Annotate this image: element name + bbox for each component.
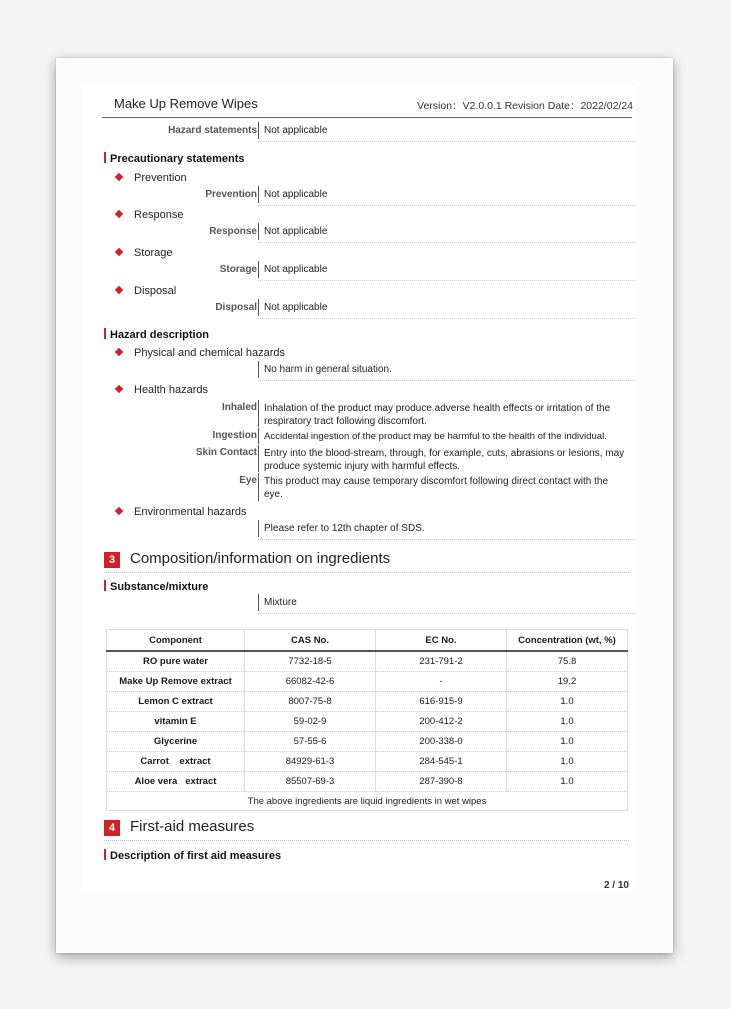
chapter-3-heading [104, 550, 629, 573]
field-label: Hazard statements [168, 125, 257, 136]
field-value: Inhalation of the product may produce adverse health effects or irritation of the respiratory tract following discomfort. [264, 403, 611, 427]
field-label: Skin Contact [195, 447, 257, 458]
document-page [82, 86, 635, 891]
table-row: Aloe vera extract 85507-69-3 287-390-8 1.0 [107, 772, 628, 792]
diamond-bullet-icon [115, 210, 123, 218]
column-header: Concentration (wt, %) [507, 630, 628, 652]
chapter-number-badge: 3 [104, 552, 120, 568]
header-divider [102, 117, 632, 118]
chapter-title: First-aid measures [130, 818, 255, 835]
section-heading-substance: Substance/mixture [104, 580, 208, 593]
field-value: No harm in general situation. [264, 364, 392, 375]
field-value: Accidental ingestion of the product may be harmful to the health of the individual. [264, 431, 607, 442]
storage-row [82, 261, 635, 279]
table-row: Carrot extract 84929-61-3 284-545-1 1.0 [107, 752, 628, 772]
document-title: Make Up Remove Wipes [114, 96, 258, 111]
column-header: CAS No. [245, 630, 376, 652]
field-label: Eye [239, 475, 257, 486]
field-value: Not applicable [264, 189, 328, 200]
field-value: Not applicable [264, 302, 328, 313]
table-row: RO pure water 7732-18-5 231-791-2 75.8 [107, 651, 628, 672]
field-value: Not applicable [264, 264, 328, 275]
diamond-bullet-icon [115, 348, 123, 356]
table-row: Lemon C extract 8007-75-8 616-915-9 1.0 [107, 692, 628, 712]
inhaled-row [82, 400, 635, 427]
field-label: Inhaled [221, 402, 257, 413]
bullet-physical-hazards: Physical and chemical hazards [116, 347, 285, 359]
field-value: Mixture [264, 597, 297, 608]
composition-table [106, 629, 628, 811]
section-heading-hazard-description: Hazard description [104, 328, 209, 341]
skin-contact-row [82, 445, 635, 472]
substance-row [82, 594, 635, 612]
field-value: Not applicable [264, 226, 328, 237]
version-info: Version：V2.0.0.1 Revision Date：2022/02/24 [417, 100, 633, 112]
ingestion-row [82, 428, 635, 444]
diamond-bullet-icon [115, 507, 123, 515]
response-row [82, 223, 635, 241]
field-label: Response [209, 226, 257, 237]
bullet-prevention: Prevention [116, 172, 187, 184]
field-label: Prevention [205, 189, 257, 200]
eye-row [82, 473, 635, 501]
physical-hazards-row [82, 361, 635, 379]
field-value: This product may cause temporary discomfort following direct contact with the eye. [264, 476, 609, 500]
section-heading-first-aid: Description of first aid measures [104, 849, 281, 862]
field-value: Please refer to 12th chapter of SDS. [264, 523, 425, 534]
page-number: 2 / 10 [603, 880, 629, 891]
environmental-hazards-row [82, 520, 635, 538]
bullet-environmental-hazards: Environmental hazards [116, 506, 247, 518]
table-header-row [107, 630, 628, 652]
field-label: Disposal [215, 302, 257, 313]
bullet-health-hazards: Health hazards [116, 384, 208, 396]
diamond-bullet-icon [115, 286, 123, 294]
bullet-response: Response [116, 209, 184, 221]
disposal-row [82, 299, 635, 317]
chapter-4-heading [104, 818, 629, 841]
table-row: Glycerine 57-55-6 200-338-0 1.0 [107, 732, 628, 752]
section-heading-precautionary: Precautionary statements [104, 152, 245, 165]
chapter-number-badge: 4 [104, 820, 120, 836]
field-value: Not applicable [264, 125, 328, 136]
bullet-storage: Storage [116, 247, 173, 259]
diamond-bullet-icon [115, 248, 123, 256]
field-label: Storage [219, 264, 257, 275]
column-header: Component [107, 630, 245, 652]
hazard-statements-row [82, 122, 635, 140]
table-row: vitamin E 59-02-9 200-412-2 1.0 [107, 712, 628, 732]
bullet-disposal: Disposal [116, 285, 176, 297]
diamond-bullet-icon [115, 385, 123, 393]
prevention-row [82, 186, 635, 204]
chapter-title: Composition/information on ingredients [130, 550, 391, 567]
column-header: EC No. [376, 630, 507, 652]
diamond-bullet-icon [115, 173, 123, 181]
field-value: Entry into the blood-stream, through, for example, cuts, abrasions or lesions, may produce systemic injury with harmful effects. [264, 448, 625, 472]
field-label: Ingestion [212, 430, 257, 441]
table-row: Make Up Remove extract 66082-42-6 - 19.2 [107, 672, 628, 692]
table-note-row: The above ingredients are liquid ingredients in wet wipes [107, 792, 628, 811]
